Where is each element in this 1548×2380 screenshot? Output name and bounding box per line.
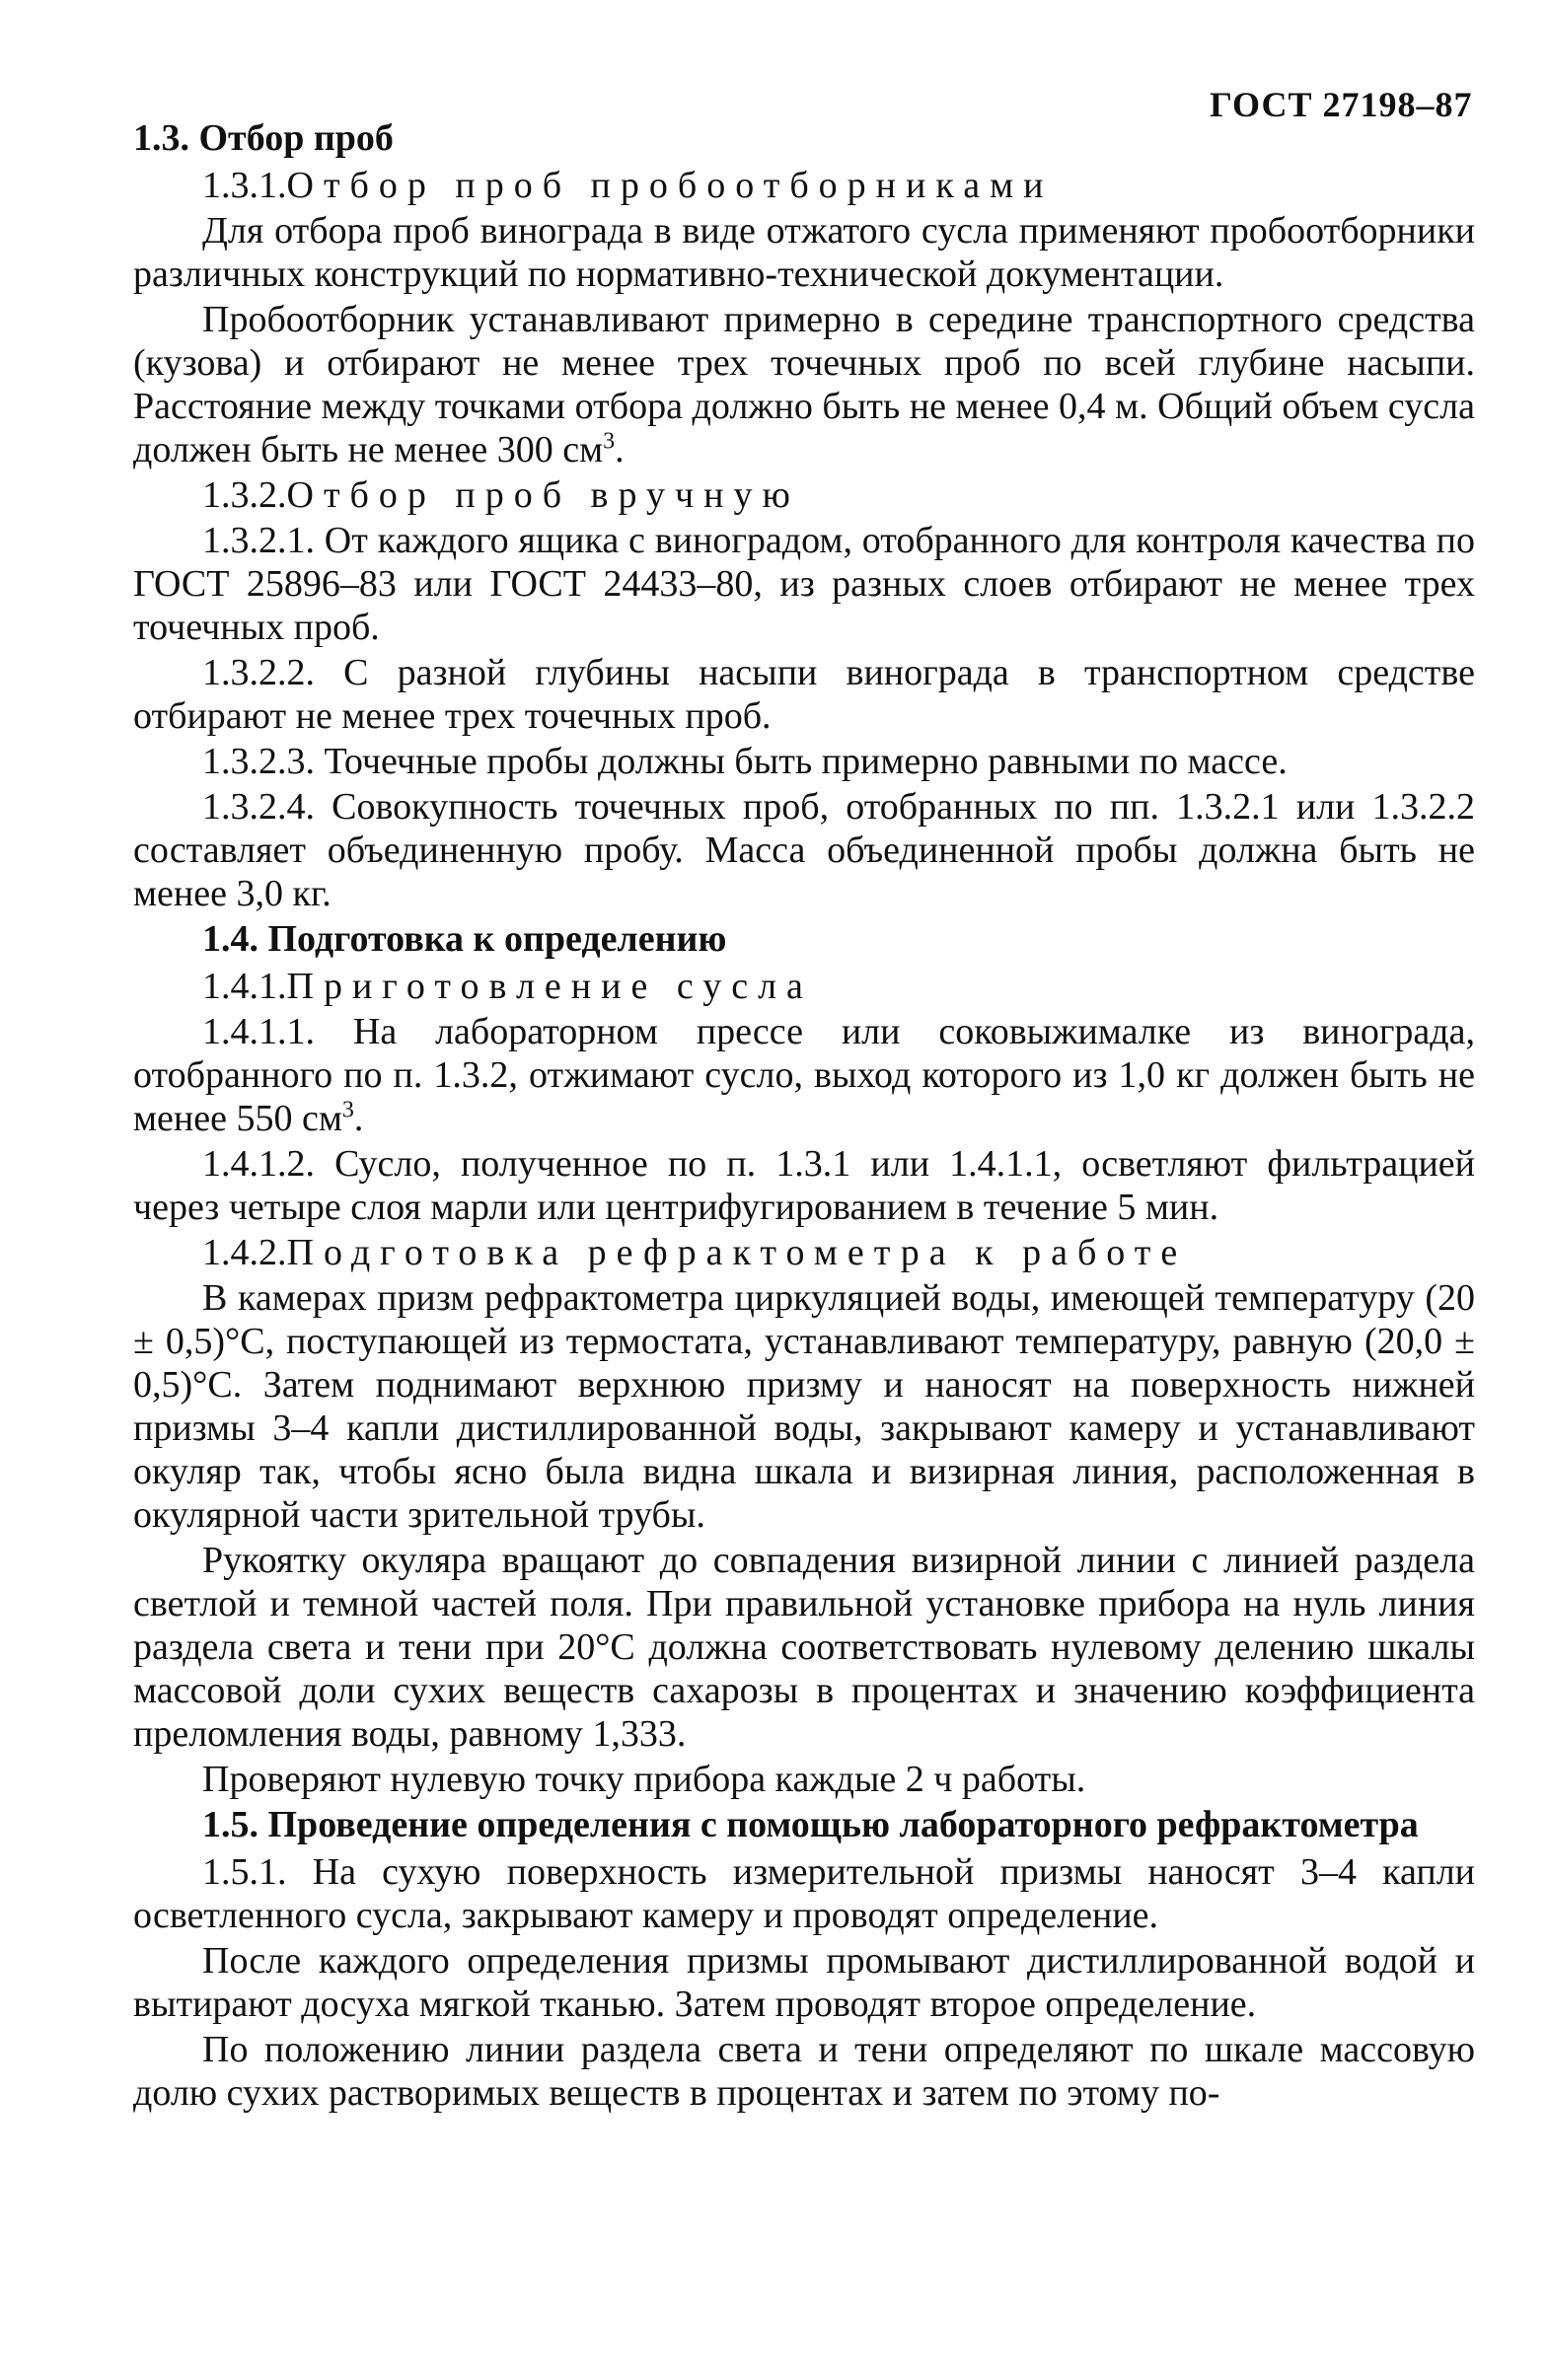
paragraph: 1.5.1. На сухую поверхность измерительной призмы наносят 3–4 капли осветленного сусла, закрывают камеру и проводят определение. [133,1851,1475,1936]
subsection-1-4-2-heading [133,1231,1475,1274]
paragraph: Проверяют нулевую точку прибора каждые 2 ч работы. [202,1759,1086,1800]
paragraph: По положению линии раздела света и тени определяют по шкале массовую долю сухих растворимых веществ в процентах и затем по этому по- [133,2029,1475,2114]
subsection-1-4-1-heading [133,965,1475,1008]
document-body [133,116,1475,2117]
paragraph: Рукоятку окуляра вращают до совпадения визирной линии с линией раздела светлой и темной частей поля. При правильной установке прибора на нуль линия раздела света и тени при 20°С должна соответствовать нулевому делению шкалы массовой доли сухих веществ сахарозы в процентах и значению коэффициента преломления воды, равному 1,333. [133,1540,1475,1755]
paragraph: В камерах призм рефрактометра циркуляцией воды, имеющей температуру (20 ± 0,5)°С, поступающей из термостата, устанавливают температуру, равную (20,0 ± 0,5)°С. Затем поднимают верхнюю призму и наносят на поверхность нижней призмы 3–4 капли дистиллированной воды, закрывают камеру и устанавливают окуляр так, чтобы ясно была видна шкала и визирная линия, расположенная в окулярной части зрительной трубы. [133,1277,1475,1536]
subsection-title: Отбор проб вручную [286,474,800,516]
paragraph: 1.4.1.1. На лабораторном прессе или соковыжималке из винограда, отобранного по п. 1.3.2, отжимают сусло, выход которого из 1,0 кг должен быть не менее 550 $см^3$. [133,1011,1475,1139]
subsection-1-3-2-heading [133,473,1475,517]
subsection-title: Приготовление сусла [286,966,813,1007]
subsection-1-3-1-heading [133,164,1475,207]
section-1-5-title: 1.5. Проведение определения с помощью лабораторного рефрактометра [202,1804,1419,1845]
subsection-number: 1.4.2. [202,1232,287,1273]
paragraph: 1.3.2.1. От каждого ящика с виноградом, отобранного для контроля качества по ГОСТ 25896–83 или ГОСТ 24433–80, из разных слоев отбирают не менее трех точечных проб. [133,520,1475,648]
subsection-number: 1.3.1. [202,165,287,206]
section-1-4-title: 1.4. Подготовка к определению [202,918,727,960]
document-id: ГОСТ 27198–87 [1210,85,1473,124]
paragraph: Пробоотборник устанавливают примерно в середине транспортного средства (кузова) и отбирают не менее трех точечных проб по всей глубине насыпи. Расстояние между точками отбора должно быть не менее 0,4 м. Общий объем сусла должен быть не менее 300 $см^3$. [133,299,1475,470]
paragraph: 1.3.2.3. Точечные пробы должны быть примерно равными по массе. [202,741,1288,782]
subsection-title: Отбор проб пробоотборниками [286,165,1054,206]
subsection-number: 1.3.2. [202,474,287,516]
paragraph: Для отбора проб винограда в виде отжатого сусла применяют пробоотборники различных конструкций по нормативно-технической документации. [133,210,1475,295]
paragraph: 1.3.2.2. С разной глубины насыпи винограда в транспортном средстве отбирают не менее трех точечных проб. [133,652,1475,737]
paragraph: 1.3.2.4. Совокупность точечных проб, отобранных по пп. 1.3.2.1 или 1.3.2.2 составляет объединенную пробу. Масса объединенной пробы должна быть не менее 3,0 кг. [133,786,1475,914]
subsection-title: Подготовка рефрактометра к работе [286,1232,1188,1273]
paragraph: После каждого определения призмы промывают дистиллированной водой и вытирают досуха мягкой тканью. Затем проводят второе определение. [133,1940,1475,2025]
section-1-3-title: 1.3. Отбор проб [133,117,394,159]
subsection-number: 1.4.1. [202,966,287,1007]
paragraph: 1.4.1.2. Сусло, полученное по п. 1.3.1 или 1.4.1.1, осветляют фильтрацией через четыре слоя марли или центрифугированием в течение 5 мин. [133,1143,1475,1228]
